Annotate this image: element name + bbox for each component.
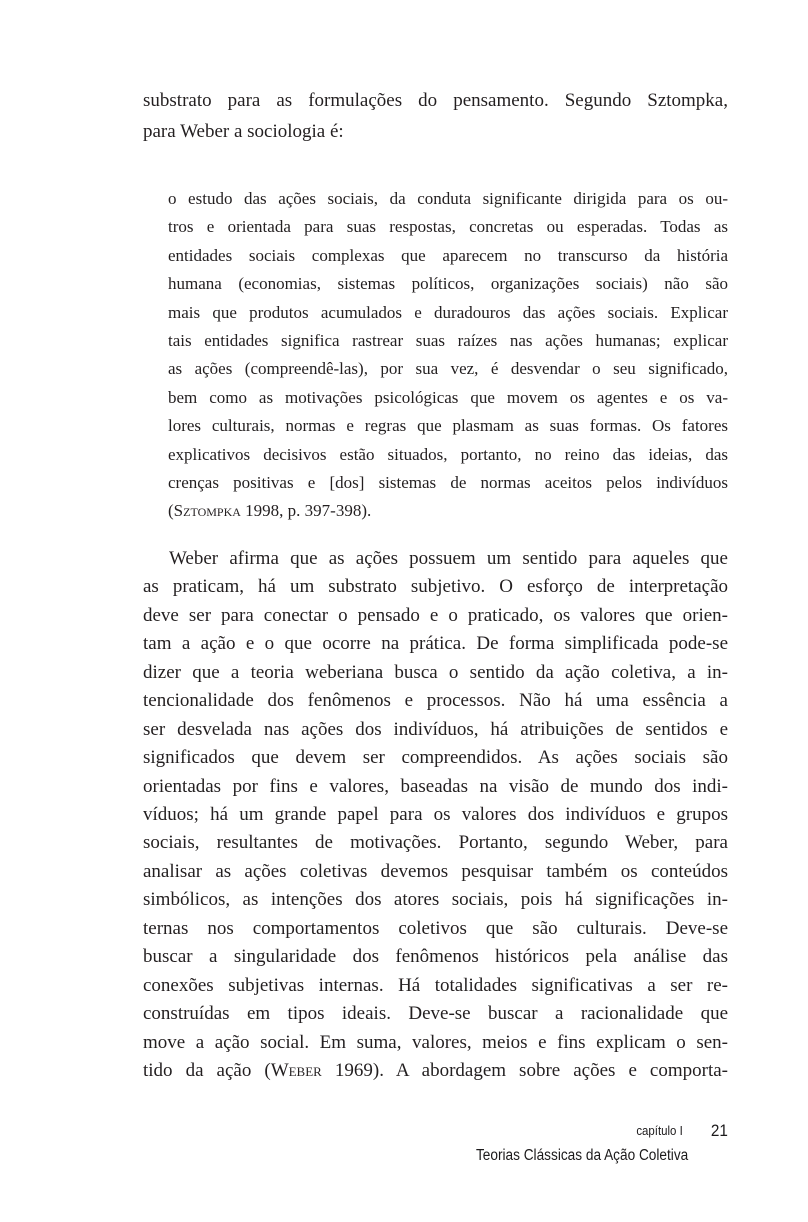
- text-line: bem como as motivações psicológicas que movem os agentes e os va-: [168, 387, 728, 407]
- running-title: Teorias Clássicas da Ação Coletiva: [475, 1147, 688, 1164]
- text-line: sociais, resultantes de motivações. Portanto, segundo Weber, para: [143, 832, 728, 854]
- text-line: orientadas por fins e valores, baseadas na visão de mundo dos indi-: [143, 775, 728, 797]
- text-line: construídas em tipos ideais. Deve-se buscar a racionalidade que: [143, 1003, 728, 1025]
- text-column: [143, 85, 728, 1085]
- main-paragraph: [143, 545, 728, 1086]
- text-line: o estudo das ações sociais, da conduta significante dirigida para os ou-: [168, 189, 728, 208]
- text-line: tros e orientada para suas respostas, concretas ou esperadas. Todas as: [168, 217, 728, 237]
- text-line: crenças positivas e [dos] sistemas de normas aceitos pelos indivíduos: [168, 473, 728, 493]
- page-number: 21: [710, 1121, 728, 1140]
- chapter-label: capítulo I: [636, 1123, 684, 1138]
- text-line: tais entidades significa rastrear suas raízes nas ações humanas; explicar: [168, 331, 728, 351]
- text-line: analisar as ações coletivas devemos pesquisar também os conteúdos: [143, 860, 728, 882]
- text-line: lores culturais, normas e regras que plasmam as suas formas. Os fatores: [168, 416, 728, 436]
- text-line: humana (economias, sistemas políticos, organizações sociais) não são: [168, 274, 728, 294]
- text-line: explicativos decisivos estão situados, portanto, no reino das ideias, das: [168, 444, 728, 464]
- text-line: deve ser para conectar o pensado e o praticado, os valores que orien-: [143, 604, 728, 626]
- text-line: entidades sociais complexas que aparecem no transcurso da história: [168, 245, 728, 265]
- text-line: conexões subjetivas internas. Há totalidades significativas a ser re-: [143, 974, 728, 996]
- text-line: ser desvelada nas ações dos indivíduos, há atribuições de sentidos e: [143, 718, 728, 740]
- text-line: tam a ação e o que ocorre na prática. De forma simplificada pode-se: [143, 633, 728, 655]
- intro-paragraph: [143, 85, 728, 147]
- text-line: tencionalidade dos fenômenos e processos. Não há uma essência a: [143, 690, 728, 712]
- block-quote: [168, 185, 728, 526]
- text-line: as ações (compreendê-las), por sua vez, é desvendar o seu significado,: [168, 359, 728, 379]
- text-line: as praticam, há um substrato subjetivo. O esforço de interpretação: [143, 576, 728, 598]
- text-line: dizer que a teoria weberiana busca o sentido da ação coletiva, a in-: [143, 661, 728, 683]
- text-line: tido da ação (Weber 1969). A abordagem sobre ações e comporta-: [143, 1060, 728, 1082]
- text-line: mais que produtos acumulados e duradouros das ações sociais. Explicar: [168, 302, 728, 322]
- text-line: Weber afirma que as ações possuem um sentido para aqueles que: [169, 547, 728, 569]
- small-caps-citation: Weber: [270, 1060, 322, 1082]
- text-line: simbólicos, as intenções dos atores sociais, pois há significações in-: [143, 889, 728, 911]
- text-line: buscar a singularidade dos fenômenos históricos pela análise das: [143, 946, 728, 968]
- text-line: move a ação social. Em suma, valores, meios e fins explicam o sen-: [143, 1031, 728, 1053]
- text-line: significados que devem ser compreendidos. As ações sociais são: [143, 747, 728, 769]
- text-line: ternas nos comportamentos coletivos que são culturais. Deve-se: [143, 917, 728, 939]
- text-line: víduos; há um grande papel para os valores dos indivíduos e grupos: [143, 803, 728, 825]
- text-line: substrato para as formulações do pensamento. Segundo Sztompka,: [143, 90, 728, 111]
- footer-row: [630, 1121, 728, 1141]
- page-footer: [447, 1121, 728, 1165]
- text-line: para Weber a sociologia é:: [143, 121, 344, 142]
- text-line: (Sztompka 1998, p. 397-398).: [168, 501, 372, 521]
- small-caps-citation: Sztompka: [173, 501, 241, 521]
